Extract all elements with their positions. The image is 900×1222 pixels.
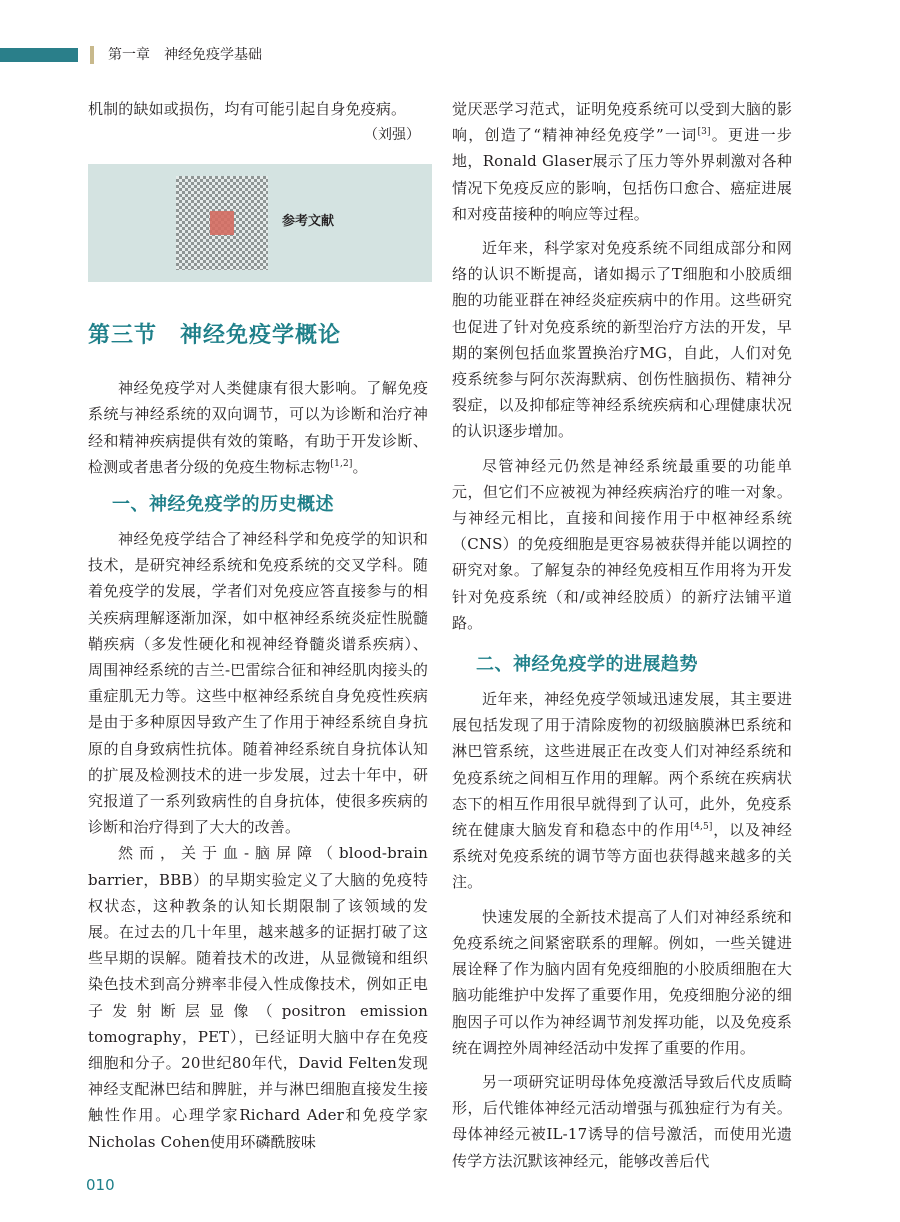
header-color-bar bbox=[0, 48, 78, 62]
citation[interactable]: [1,2] bbox=[330, 458, 353, 469]
references-label: 参考文献 bbox=[282, 214, 335, 230]
references-box[interactable] bbox=[88, 164, 432, 282]
left-column bbox=[88, 96, 428, 1155]
page-number: 010 bbox=[86, 1176, 115, 1194]
history-paragraph-3: 近年来，科学家对免疫系统不同组成部分和网络的认识不断提高，诸如揭示了T细胞和小胶质细胞的功能亚群在神经炎症疾病中的作用。这些研究也促进了针对免疫系统的新型治疗方法的开发，早期的案例包括血浆置换治疗MG，自此，人们对免疫系统参与阿尔茨海默病、创伤性脑损伤、精神分裂症，以及抑郁症等神经系统疾病和心理健康状况的认识逐步增加。 bbox=[452, 239, 792, 441]
intro-line: 机制的缺如或损伤，均有可能引起自身免疫病。 bbox=[88, 100, 407, 118]
subsection-title-trends: 二、神经免疫学的进展趋势 bbox=[476, 654, 698, 676]
section-title: 第三节 神经免疫学概论 bbox=[88, 323, 342, 349]
header-divider-mark bbox=[90, 46, 94, 64]
history-paragraph-4: 尽管神经元仍然是神经系统最重要的功能单元，但它们不应被视为神经疾病治疗的唯一对象。与神经元相比，直接和间接作用于中枢神经系统（CNS）的免疫细胞是更容易被获得并能以调控的研究对象。了解复杂的神经免疫相互作用将为开发针对免疫系统（和/或神经胶质）的新疗法铺平道路。 bbox=[452, 456, 792, 632]
section-intro-paragraph: 神经免疫学对人类健康有很大影响。了解免疫系统与神经系统的双向调节，可以为诊断和治疗神经和精神疾病提供有效的策略，有助于开发诊断、检测或者患者分级的免疫生物标志物[1,2]。 bbox=[88, 379, 428, 476]
history-paragraph-continued: 觉厌恶学习范式，证明免疫系统可以受到大脑的影响，创造了“精神神经免疫学”一词[3]。更进一步地，Ronald Glaser展示了压力等外界刺激对各种情况下免疫反应的影响，包括伤口愈合、癌症进展和对疫苗接种的响应等过程。 bbox=[452, 100, 792, 223]
qr-center-logo bbox=[210, 211, 234, 235]
author-credit: （刘强） bbox=[364, 127, 420, 144]
trends-paragraph-3: 另一项研究证明母体免疫激活导致后代皮质畸形，后代锥体神经元活动增强与孤独症行为有关。母体神经元被IL-17诱导的信号激活，而使用光遗传学方法沉默该神经元，能够改善后代 bbox=[452, 1072, 792, 1170]
right-column bbox=[452, 96, 792, 1174]
trends-paragraph-2: 快速发展的全新技术提高了人们对神经系统和免疫系统之间紧密联系的理解。例如，一些关键进展诠释了作为脑内固有免疫细胞的小胶质细胞在大脑功能维护中发挥了重要作用，免疫细胞分泌的细胞因子可以作为神经调节剂发挥功能，以及免疫系统在调控外周神经活动中发挥了重要的作用。 bbox=[452, 907, 792, 1057]
citation[interactable]: [4,5] bbox=[690, 822, 713, 833]
running-header: 第一章 神经免疫学基础 bbox=[108, 47, 262, 63]
trends-paragraph-1: 近年来，神经免疫学领域迅速发展，其主要进展包括发现了用于清除废物的初级脑膜淋巴系统和淋巴管系统，这些进展正在改变人们对神经系统和免疫系统之间相互作用的理解。两个系统在疾病状态下的相互作用很早就得到了认可，此外，免疫系统在健康大脑发育和稳态中的作用[4,5]，以及神经系统对免疫系统的调节等方面也获得越来越多的关注。 bbox=[452, 690, 792, 892]
citation[interactable]: [3] bbox=[697, 127, 711, 138]
history-paragraph-1: 神经免疫学结合了神经科学和免疫学的知识和技术，是研究神经系统和免疫系统的交叉学科。随着免疫学的发展，学者们对免疫应答直接参与的相关疾病理解逐渐加深，如中枢神经系统炎症性脱髓鞘疾病（多发性硬化和视神经脊髓炎谱系疾病）、周围神经系统的吉兰-巴雷综合征和神经肌肉接头的重症肌无力等。这些中枢神经系统自身免疫性疾病是由于多种原因导致产生了作用于神经系统自身抗原的自身致病性抗体。随着神经系统自身抗体认知的扩展及检测技术的进一步发展，过去十年中，研究报道了一系列致病性的自身抗体，使很多疾病的诊断和治疗得到了大大的改善。 bbox=[88, 530, 428, 837]
history-paragraph-2: 然而，关于血-脑屏障（blood-brain barrier，BBB）的早期实验定义了大脑的免疫特权状态，这种教条的认知长期限制了该领域的发展。在过去的几十年里，越来越多的证据打破了这些早期的误解。随着技术的改进，从显微镜和组织染色技术到高分辨率非侵入性成像技术，例如正电子发射断层显像（positron emission tomography，PET），已经证明大脑中存在免疫细胞和分子。20世纪80年代，David Felten发现神经支配淋巴结和脾脏，并与淋巴细胞直接发生接触性作用。心理学家Richard Ader和免疫学家Nicholas Cohen使用环磷酰胺味 bbox=[88, 844, 428, 1151]
subsection-title-history: 一、神经免疫学的历史概述 bbox=[112, 494, 334, 516]
